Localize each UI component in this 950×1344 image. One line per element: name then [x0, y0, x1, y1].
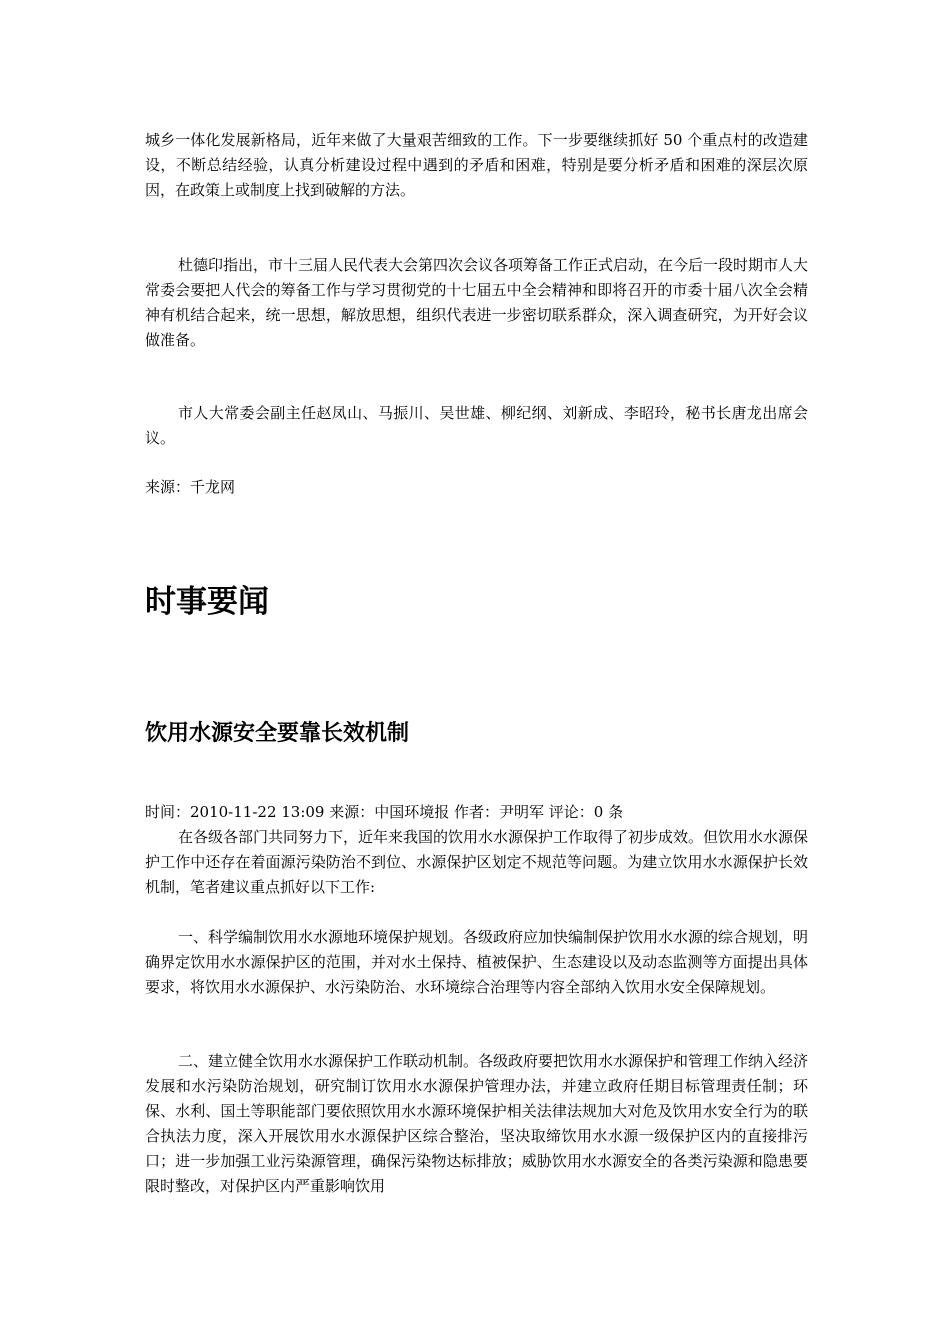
article-intro [145, 825, 808, 900]
article-point-1 [145, 925, 808, 1000]
previous-article-para-2 [145, 253, 808, 353]
previous-article-para-1 [145, 128, 808, 203]
paragraph-text: 城乡一体化发展新格局，近年来做了大量艰苦细致的工作。下一步要继续抓好 50 个重点村的改造建设，不断总结经验，认真分析建设过程中遇到的矛盾和困难，特别是要分析矛盾和困难的深层次原因，在政策上或制度上找到破解的方法。 [145, 131, 808, 199]
section-title: 时事要闻 [145, 584, 269, 620]
source-text: 来源：千龙网 [145, 478, 236, 496]
meta-text: 时间：2010-11-22 13:09 来源：中国环境报 作者：尹明军 评论：0 条 [145, 803, 624, 821]
article-point-2 [145, 1049, 808, 1199]
paragraph-text: 杜德印指出，市十三届人民代表大会第四次会议各项筹备工作正式启动，在今后一段时期市人大常委会要把人代会的筹备工作与学习贯彻党的十七届五中全会精神和即将召开的市委十届八次全会精神有机结合起来，统一思想，解放思想，组织代表进一步密切联系群众，深入调查研究，为开好会议做准备。 [145, 256, 809, 349]
previous-article-source [145, 475, 808, 500]
article-title: 饮用水源安全要靠长效机制 [145, 721, 410, 746]
paragraph-text: 在各级各部门共同努力下，近年来我国的饮用水水源保护工作取得了初步成效。但饮用水水源保护工作中还存在着面源污染防治不到位、水源保护区划定不规范等问题。为建立饮用水水源保护长效机制，笔者建议重点抓好以下工作: [145, 828, 809, 896]
paragraph-text: 二、建立健全饮用水水源保护工作联动机制。各级政府要把饮用水水源保护和管理工作纳入经济发展和水污染防治规划，研究制订饮用水水源保护管理办法，并建立政府任期目标管理责任制；环保、水利、国土等职能部门要依照饮用水水源环境保护相关法律法规加大对危及饮用水安全行为的联合执法力度，深入开展饮用水水源保护区综合整治，坚决取缔饮用水水源一级保护区内的直接排污口；进一步加强工业污染源管理，确保污染物达标排放；威胁饮用水水源安全的各类污染源和隐患要限时整改，对保护区内严重影响饮用 [145, 1052, 809, 1195]
previous-article-para-3 [145, 401, 808, 451]
paragraph-text: 市人大常委会副主任赵凤山、马振川、吴世雄、柳纪纲、刘新成、李昭玲，秘书长唐龙出席会议。 [145, 404, 808, 447]
article-meta [145, 800, 808, 825]
paragraph-text: 一、科学编制饮用水水源地环境保护规划。各级政府应加快编制保护饮用水水源的综合规划，明确界定饮用水水源保护区的范围，并对水土保持、植被保护、生态建设以及动态监测等方面提出具体要求，将饮用水水源保护、水污染防治、水环境综合治理等内容全部纳入饮用水安全保障规划。 [145, 928, 809, 996]
